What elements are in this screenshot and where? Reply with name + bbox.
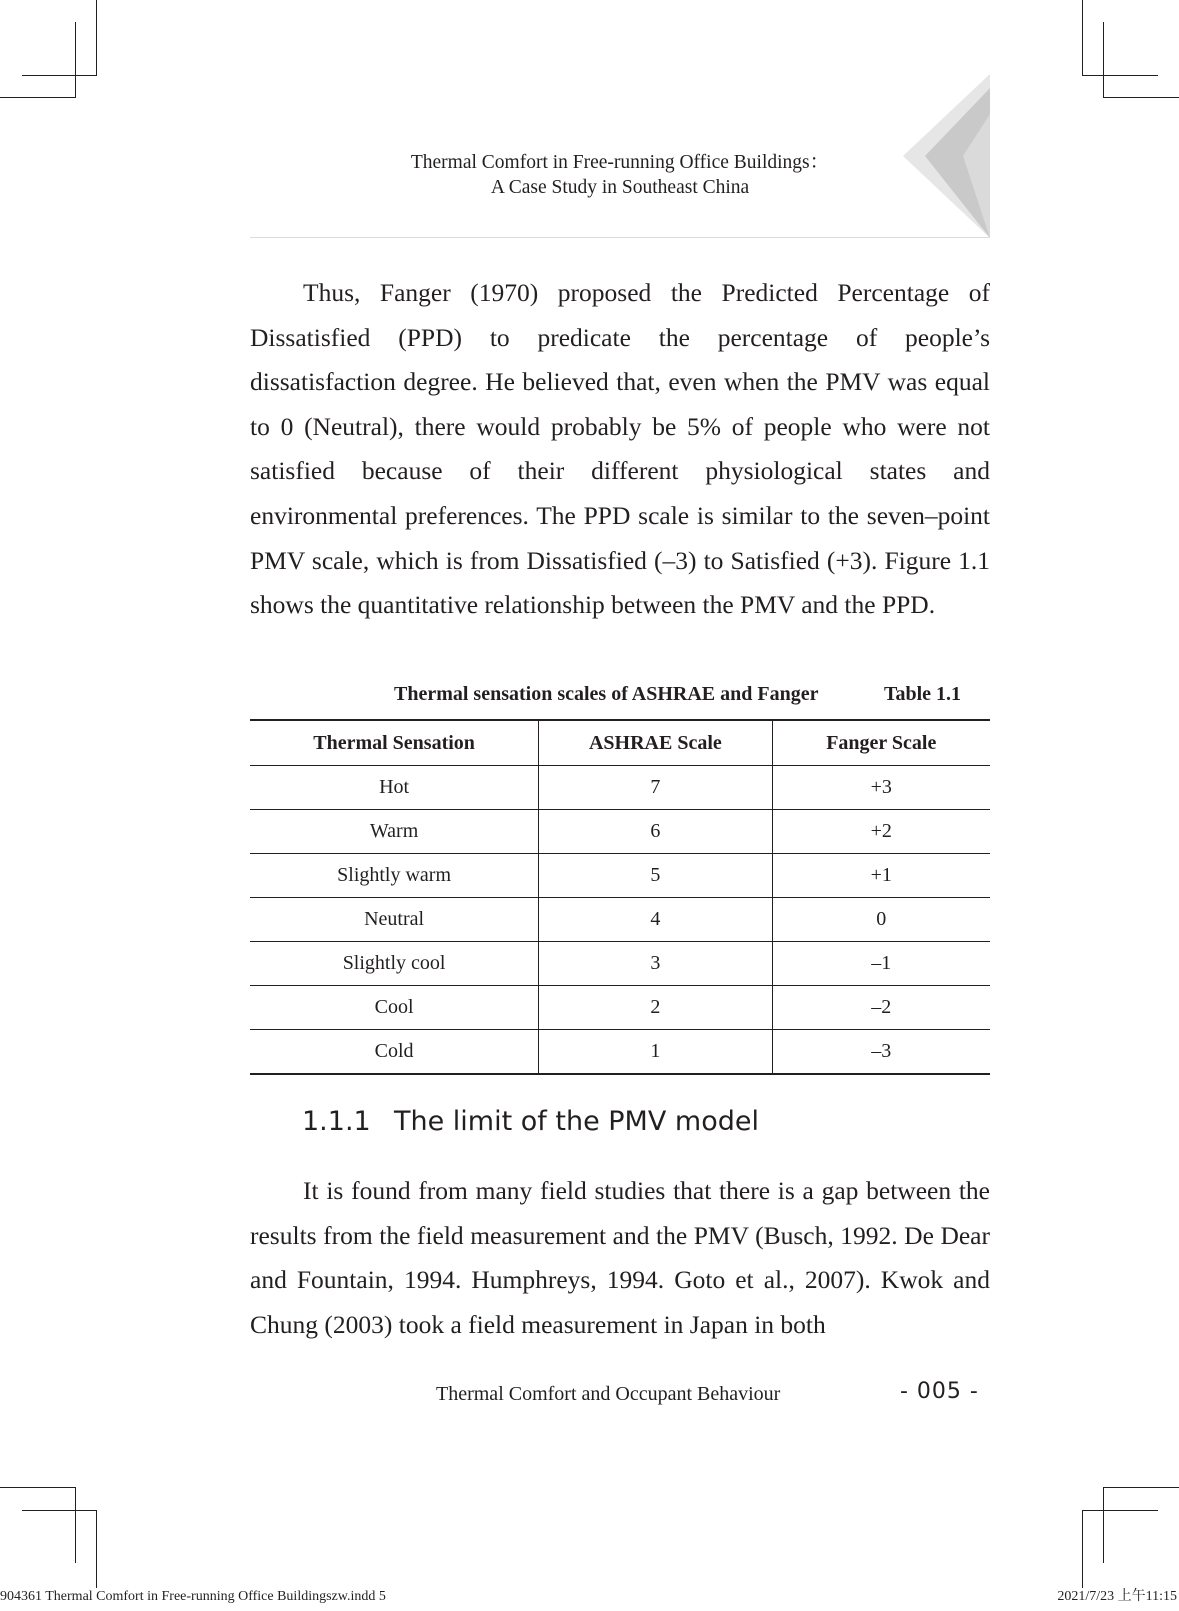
table-cell: Slightly cool (250, 942, 539, 986)
table-caption-number: Table 1.1 (884, 683, 962, 705)
thermal-sensation-table (250, 719, 990, 1075)
crop-mark (96, 1510, 97, 1588)
table-row (250, 986, 990, 1030)
table-cell: 2 (539, 986, 772, 1030)
column-header: Thermal Sensation (250, 720, 539, 766)
table-header-row (250, 720, 990, 766)
table-cell: 0 (772, 898, 990, 942)
print-slug-file: 904361 Thermal Comfort in Free-running Office Buildingszw.indd 5 (0, 1589, 386, 1604)
table-row (250, 810, 990, 854)
table-row (250, 1030, 990, 1075)
crop-mark (1103, 1487, 1179, 1488)
page-number: - 005 - (900, 1379, 979, 1404)
crop-mark (22, 75, 97, 76)
crop-mark (1103, 97, 1179, 98)
crop-mark (1103, 22, 1104, 98)
section-heading (302, 1105, 759, 1139)
crop-mark (96, 0, 97, 76)
header-divider (250, 237, 990, 238)
table-row (250, 766, 990, 810)
crop-mark (0, 1487, 76, 1488)
table-cell: Hot (250, 766, 539, 810)
table-cell: –3 (772, 1030, 990, 1075)
table-cell: 5 (539, 854, 772, 898)
running-header-line2: A Case Study in Southeast China (490, 177, 750, 198)
table-cell: +3 (772, 766, 990, 810)
crop-mark (1082, 1510, 1083, 1588)
table-cell: Slightly warm (250, 854, 539, 898)
print-slug-timestamp: 2021/7/23 上午11:15 (1057, 1589, 1177, 1604)
table-cell: +1 (772, 854, 990, 898)
column-header: Fanger Scale (772, 720, 990, 766)
section-title: The limit of the PMV model (394, 1106, 759, 1137)
table-cell: Neutral (250, 898, 539, 942)
section-number: 1.1.1 (302, 1106, 371, 1137)
table-cell: Warm (250, 810, 539, 854)
table-cell: 3 (539, 942, 772, 986)
body-paragraph: It is found from many field studies that there is a gap between the results from the field measurement and the PMV (Busch, 1992. De Dear and Fountain, 1994. Humphreys, 1994. Goto et al., 2007). Kwok and Chung (2003) took a field measurement in Japan in both (250, 1176, 990, 1339)
crop-mark (1082, 1510, 1158, 1511)
table-cell: 6 (539, 810, 772, 854)
running-footer-title: Thermal Comfort and Occupant Behaviour (436, 1383, 781, 1405)
table-cell: 7 (539, 766, 772, 810)
crop-mark (1082, 75, 1158, 76)
table-cell: 1 (539, 1030, 772, 1075)
crop-mark (1082, 0, 1083, 76)
crop-mark (75, 22, 76, 98)
running-header (250, 150, 990, 200)
table-row (250, 942, 990, 986)
crop-mark (75, 1487, 76, 1563)
crop-mark (0, 97, 76, 98)
table-cell: +2 (772, 810, 990, 854)
table-row (250, 854, 990, 898)
table-cell: Cool (250, 986, 539, 1030)
crop-mark (1103, 1487, 1104, 1563)
table-row (250, 898, 990, 942)
table-cell: 4 (539, 898, 772, 942)
column-header: ASHRAE Scale (539, 720, 772, 766)
crop-mark (22, 1510, 97, 1511)
body-paragraph: Thus, Fanger (1970) proposed the Predicted Percentage of Dissatisfied (PPD) to predicate the percentage of people’s dissatisfaction degree. He believed that, even when the PMV was equal to 0 (Neutral), there would probably be 5% of people who were not satisfied because of their different physiological states and environmental preferences. The PPD scale is similar to the seven–point PMV scale, which is from Dissatisfied (–3) to Satisfied (+3). Figure 1.1 shows the quantitative relationship between the PMV and the PPD. (250, 278, 990, 620)
table-cell: –1 (772, 942, 990, 986)
table-caption-title: Thermal sensation scales of ASHRAE and Fanger (394, 683, 819, 705)
table-cell: –2 (772, 986, 990, 1030)
running-header-line1: Thermal Comfort in Free-running Office Buildings： (410, 152, 830, 173)
table-cell: Cold (250, 1030, 539, 1075)
